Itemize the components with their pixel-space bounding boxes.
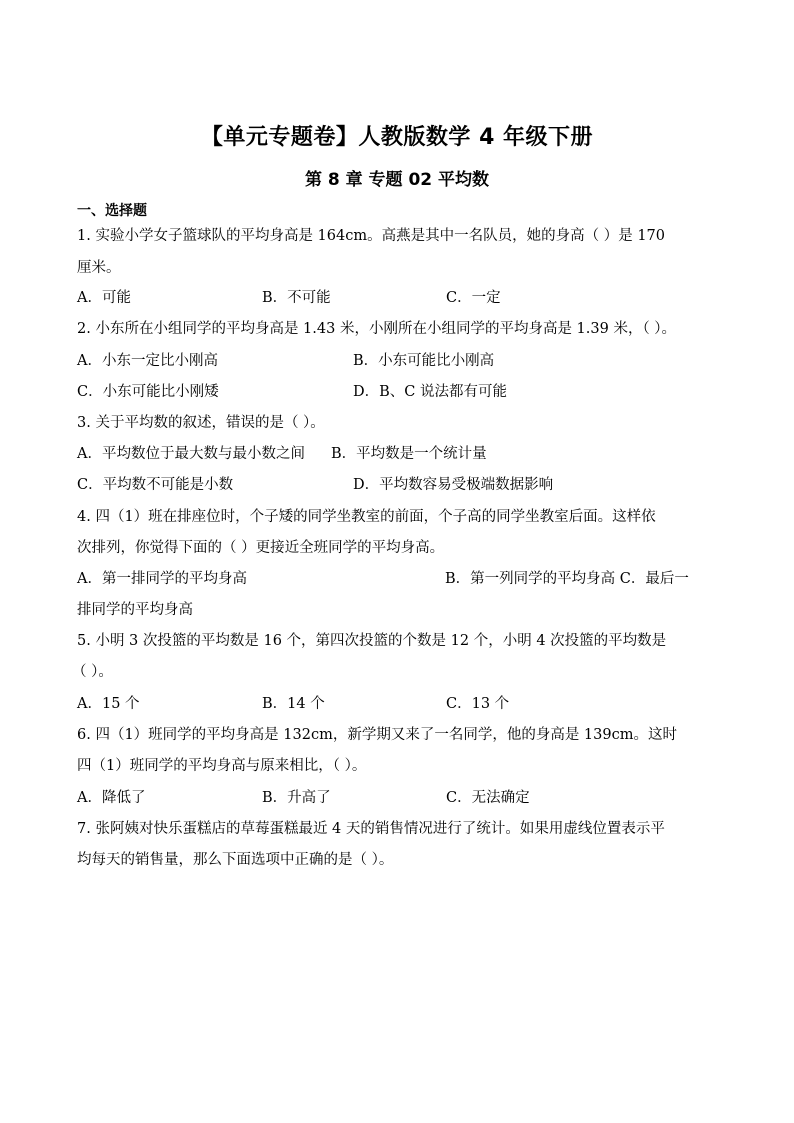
question-6-option-c: C．无法确定 — [446, 790, 530, 806]
question-5-line-2: （ ）。 — [72, 664, 113, 680]
question-2-option-d: D．B、C 说法都有可能 — [353, 384, 507, 400]
question-4-line-1: 4. 四（1）班在排座位时，个子矮的同学坐教室的前面，个子高的同学坐教室后面。这样依 — [77, 509, 656, 525]
question-4-line-2: 次排列，你觉得下面的（ ）更接近全班同学的平均身高。 — [77, 540, 445, 556]
question-2-option-c: C．小东可能比小刚矮 — [77, 384, 219, 400]
question-6-line-2: 四（1）班同学的平均身高与原来相比，（ ）。 — [77, 758, 367, 774]
question-6-option-b: B．升高了 — [262, 790, 331, 806]
question-3-option-d: D．平均数容易受极端数据影响 — [353, 477, 554, 493]
question-7-line-1: 7. 张阿姨对快乐蛋糕店的草莓蛋糕最近 4 天的销售情况进行了统计。如果用虚线位置表示平 — [77, 821, 665, 837]
question-3-line-1: 3. 关于平均数的叙述，错误的是（ ）。 — [77, 415, 325, 431]
question-5-option-a: A．15 个 — [77, 696, 140, 712]
question-4-option-b: B．第一列同学的平均身高 C．最后一 — [445, 571, 689, 587]
question-1-option-c: C．一定 — [446, 290, 501, 306]
question-3-option-b: B．平均数是一个统计量 — [331, 446, 487, 462]
question-1-option-b: B．不可能 — [262, 290, 331, 306]
section-heading: 一、选择题 — [77, 203, 147, 219]
question-4-option-c-continued: 排同学的平均身高 — [77, 602, 193, 618]
question-3-option-a: A．平均数位于最大数与最小数之间 — [77, 446, 305, 462]
question-1-line-2: 厘米。 — [77, 260, 121, 276]
question-5-option-b: B．14 个 — [262, 696, 325, 712]
question-3-option-c: C．平均数不可能是小数 — [77, 477, 234, 493]
question-4-option-a: A．第一排同学的平均身高 — [77, 571, 247, 587]
question-5-line-1: 5. 小明 3 次投篮的平均数是 16 个，第四次投篮的个数是 12 个，小明 4 次投篮的平均数是 — [77, 633, 667, 649]
question-6-line-1: 6. 四（1）班同学的平均身高是 132cm，新学期又来了一名同学，他的身高是 139cm。这时 — [77, 727, 677, 743]
question-5-option-c: C．13 个 — [446, 696, 510, 712]
question-2-option-a: A．小东一定比小刚高 — [77, 353, 218, 369]
page-subtitle: 第 8 章 专题 02 平均数 — [304, 170, 490, 190]
question-2-line-1: 2. 小东所在小组同学的平均身高是 1.43 米，小刚所在小组同学的平均身高是 1.39 米，（ ）。 — [77, 321, 677, 337]
question-2-option-b: B．小东可能比小刚高 — [353, 353, 495, 369]
question-7-line-2: 均每天的销售量，那么下面选项中正确的是（ ）。 — [77, 852, 394, 868]
question-1-option-a: A．可能 — [77, 290, 131, 306]
question-1-line-1: 1. 实验小学女子篮球队的平均身高是 164cm。高燕是其中一名队员，她的身高（ ）是 170 — [77, 228, 665, 244]
question-6-option-a: A．降低了 — [77, 790, 146, 806]
page-title: 【单元专题卷】人教版数学 4 年级下册 — [200, 125, 594, 150]
